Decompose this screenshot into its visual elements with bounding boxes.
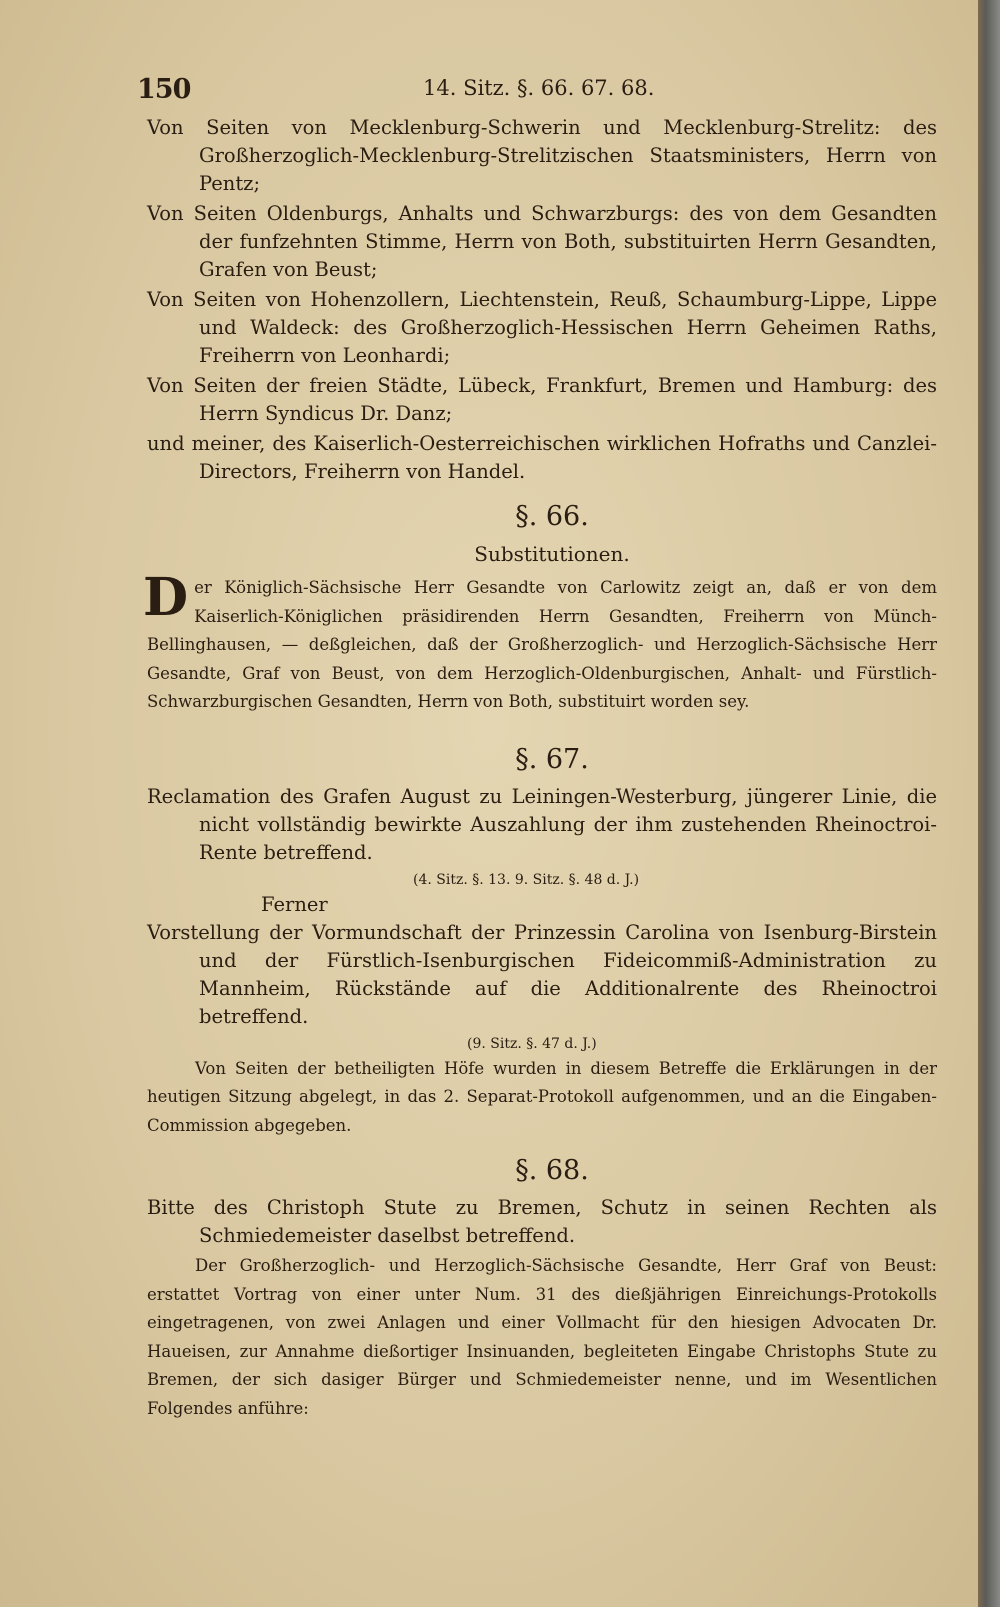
entry-mecklenburg: Von Seiten von Mecklenburg-Schwerin und Mecklenburg-Strelitz: des Großherzoglich-Mecklenburg-Strelitzischen Staatsministers, Herrn von Pentz;	[147, 116, 937, 195]
section-67-ferner: Ferner	[261, 892, 328, 916]
page-header	[137, 74, 937, 110]
section-66-paragraph	[143, 567, 937, 717]
page-body	[143, 114, 937, 1423]
page-edge	[978, 0, 1000, 1607]
drop-cap: D	[143, 567, 189, 628]
section-67-reference-1: (4. Sitz. §. 13. 9. Sitz. §. 48 d. J.)	[413, 871, 640, 888]
entry-free-cities: Von Seiten der freien Städte, Lübeck, Frankfurt, Bremen und Hamburg: des Herrn Syndicus Dr. Danz;	[147, 374, 937, 425]
section-67-item-2: Vorstellung der Vormundschaft der Prinzessin Carolina von Isenburg-Birstein und der Fürstlich-Isenburgischen Fideicommiß-Administration zu Mannheim, Rückstände auf die Additionalrente des Rheinoctroi betreffend.	[147, 920, 937, 1028]
section-67-heading: §. 67.	[515, 743, 589, 775]
page-number: 150	[137, 74, 191, 105]
entry-hohenzollern: Von Seiten von Hohenzollern, Liechtenstein, Reuß, Schaumburg-Lippe, Lippe und Waldeck: des Großherzoglich-Hessischen Herrn Geheimen Raths, Freiherrn von Leonhardi;	[147, 288, 937, 367]
entry-handel: und meiner, des Kaiserlich-Oesterreichischen wirklichen Hofraths und Canzlei-Directors, Freiherrn von Handel.	[147, 432, 937, 483]
section-67-text: Von Seiten der betheiligten Höfe wurden in diesem Betreffe die Erklärungen in der heutigen Sitzung abgelegt, in das 2. Separat-Protokoll aufgenommen, und an die Eingaben-Commission abgegeben.	[147, 1058, 937, 1135]
section-66-text: er Königlich-Sächsische Herr Gesandte von Carlowitz zeigt an, daß er von dem Kaiserlich-Königlichen präsidirenden Herrn Gesandten, Freiherrn von Münch-Bellinghausen, — deßgleichen, daß der Großherzoglich- und Herzoglich-Sächsische Herr Gesandte, Graf von Beust, von dem Herzoglich-Oldenburgischen, Anhalt- und Fürstlich-Schwarzburgischen Gesandten, Herrn von Both, substituirt worden sey.	[147, 578, 937, 711]
section-66-title: Substitutionen.	[474, 542, 630, 566]
section-66-heading: §. 66.	[515, 501, 589, 532]
section-68-heading: §. 68.	[515, 1155, 589, 1186]
section-68-text: Der Großherzoglich- und Herzoglich-Sächsische Gesandte, Herr Graf von Beust: erstattet Vortrag von einer unter Num. 31 des dießjährigen Einreichungs-Protokolls eingetragenen, von zwei Anlagen und einer Vollmacht für den hiesigen Advocaten Dr. Haueisen, zur Annahme dießortiger Insinuanden, begleiteten Eingabe Christophs Stute zu Bremen, der sich dasiger Bürger und Schmiedemeister nenne, und im Wesentlichen Folgendes anführe:	[147, 1256, 937, 1418]
section-68-item: Bitte des Christoph Stute zu Bremen, Schutz in seinen Rechten als Schmiedemeister daselbst betreffend.	[147, 1196, 937, 1247]
section-67-reference-2: (9. Sitz. §. 47 d. J.)	[467, 1035, 597, 1052]
section-67-item-1: Reclamation des Grafen August zu Leiningen-Westerburg, jüngerer Linie, die nicht vollständig bewirkte Auszahlung der ihm zustehenden Rheinoctroi-Rente betreffend.	[147, 784, 937, 864]
running-head: 14. Sitz. §. 66. 67. 68.	[423, 76, 655, 100]
entry-oldenburg: Von Seiten Oldenburgs, Anhalts und Schwarzburgs: des von dem Gesandten der funfzehnten Stimme, Herrn von Both, substituirten Herrn Gesandten, Grafen von Beust;	[147, 202, 937, 281]
